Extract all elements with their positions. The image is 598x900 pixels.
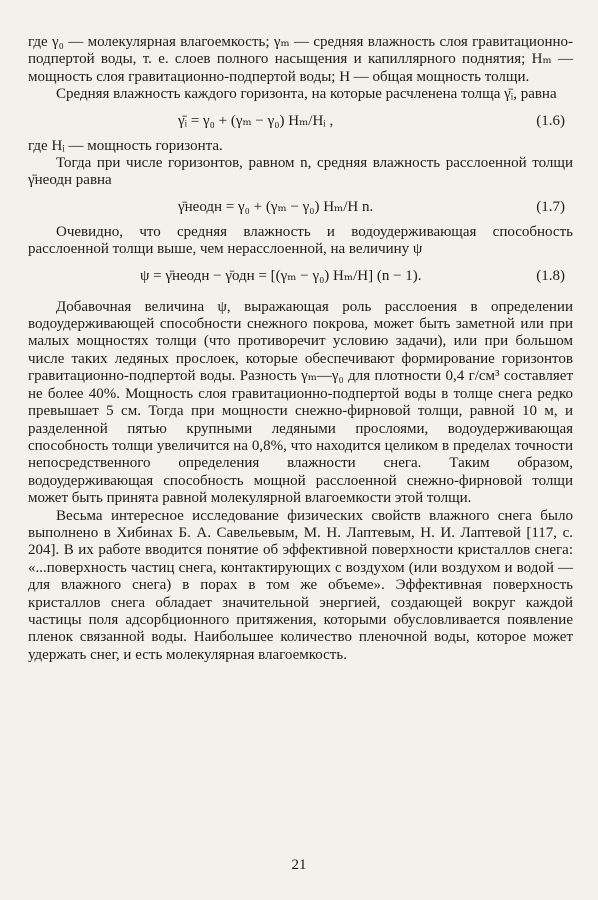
paragraph-additional-value: Добавочная величина ψ, выражающая роль расслоения в определении водоудерживающей способности снежного покрова, может быть заметной или при малых мощностях толщи (что противоречит условию задачи), или при большом числе таких ледяных прослоек, которые обеспечивают формирование горизонтов гравитационно-подпертой воды. Разность γₘ—γ₀ для плотности 0,4 г/см³ составляет не более 40%. Мощность слоя гравитационно-подпертой воды в толще снега редко превышает 5 см. Тогда при мощности снежно-фирновой толщи, равной 10 м, и разделенной пятью крупными ледяными прослоями, водоудерживающая способность толщи увеличится на 0,8%, что находится целиком в пределах точности непосредственного определения влажности снега. Таким образом, водоудерживающая способность мощной расслоенной снежно-фирновой толщи может быть принята равной молекулярной влагоемкости этой толщи. (28, 298, 573, 507)
equation-1-6-formula: γ̄ᵢ = γ₀ + (γₘ − γ₀) Hₘ/Hᵢ , (178, 112, 334, 129)
paragraph-khibiny-study: Весьма интересное исследование физических свойств влажного снега было выполнено в Хибинах Б. А. Савельевым, М. Н. Лаптевым, Н. И. Лаптевой [117, с. 204]. В их работе вводится понятие об эффективной поверхности кристаллов снега: «...поверхность частиц снега, контактирующих с воздухом (или воздухом и водой — для влажного снега) в порах в том же объеме». Эффективная поверхность кристаллов снега обладает значительной энергией, создающей вокруг каждой частицы поля адсорбционного притяжения, которыми обусловливается появление пленок связанной воды. Наибольшее количество пленочной воды, которое может удержать снег, и есть молекулярная влагоемкость. (28, 507, 573, 663)
equation-1-7 (28, 196, 573, 218)
paragraph-horizon-thickness: где Hᵢ — мощность горизонта. (28, 137, 223, 154)
equation-1-7-formula: γ̄неодн = γ₀ + (γₘ − γ₀) Hₘ/H n. (178, 198, 374, 215)
equation-1-8-formula: ψ = γ̄неодн − γ̄одн = [(γₘ − γ₀) Hₘ/H] (n − 1). (140, 267, 422, 284)
paragraph-horizon-moisture: Средняя влажность каждого горизонта, на которые расчленена толща γ̄ᵢ, равна (56, 86, 557, 103)
equation-1-7-number: (1.7) (536, 198, 565, 215)
paragraph-obviously: Очевидно, что средняя влажность и водоудерживающая способность расслоенной толщи выше, чем нерасслоенной, на величину ψ (28, 223, 573, 258)
page-content (28, 34, 573, 664)
equation-1-8 (28, 265, 573, 287)
paragraph-definitions: где γ₀ — молекулярная влагоемкость; γₘ — средняя влажность слоя гравитационно-подпертой воды, т. е. слоев полного насыщения и капиллярного поднятия; Hₘ — мощность слоя гравитационно-подпертой воды; H — общая мощность толщи. (28, 34, 573, 85)
page-number: 21 (291, 857, 307, 873)
equation-1-6 (28, 110, 573, 132)
equation-1-6-number: (1.6) (536, 112, 565, 129)
paragraph-layered-mean: Тогда при числе горизонтов, равном n, средняя влажность расслоенной толщи γ̄неодн равна (28, 155, 573, 189)
equation-1-8-number: (1.8) (536, 267, 565, 284)
